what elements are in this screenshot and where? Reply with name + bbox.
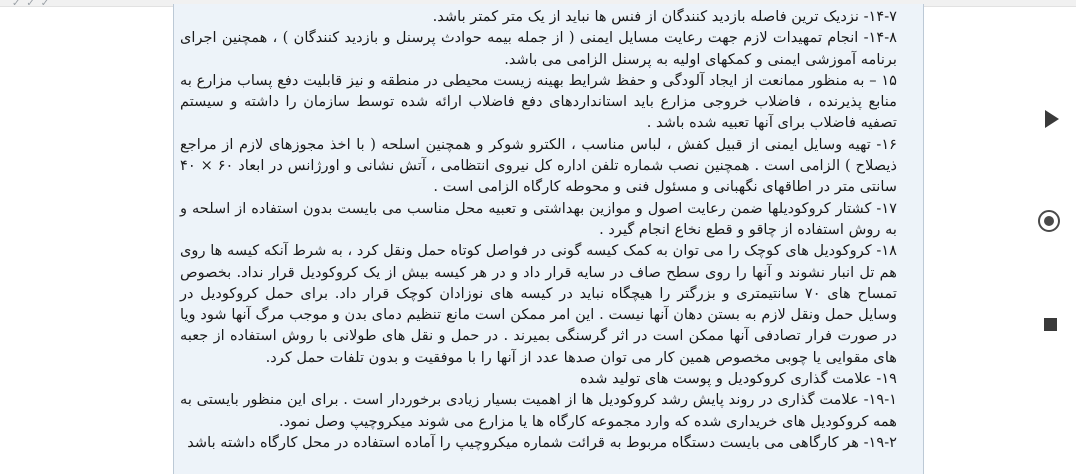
paragraph-14-8: ۱۴-۸- انجام تمهیدات لازم جهت رعایت مسایل ایمنی ( از جمله بیمه حوادث پرسنل و بازدید کنندگان ) ، همچنین اجرای برنامه آموزشی ایمنی و کمکهای اولیه به پرسنل الزامی می باشد. <box>180 29 897 68</box>
paragraph-16: ۱۶- تهیه وسایل ایمنی از قبیل کفش ، لباس مناسب ، الکترو شوکر و همچنین اسلحه ( با اخذ مجوزهای لازم از مراجع ذیصلاح ) الزامی است . همچنین نصب شماره تلفن اداره کل نیروی انتظامی ، آتش نشانی و اورژانس در ابعاد ۶۰ × ۴۰ سانتی متر در اطاقهای نگهبانی و مسئول فنی و محوطه کارگاه الزامی است . <box>180 135 897 196</box>
paragraph-19-1: ۱۹-۱- علامت گذاری در روند پایش رشد کروکودیل ها از اهمیت بسیار زیادی برخوردار است . برای این منظور بایستی به همه کروکودیل های خریداری شده که وارد مجموعه کارگاه ها یا مزارع می شوند میکروچیپ وصل نمود. <box>180 391 897 430</box>
stop-icon[interactable] <box>1044 318 1057 331</box>
play-icon[interactable] <box>1045 110 1059 128</box>
paragraph-14-7: ۱۴-۷- نزدیک ترین فاصله بازدید کنندگان از فنس ها نباید از یک متر کمتر باشد. <box>432 8 897 25</box>
media-controls <box>1038 0 1062 470</box>
document-page <box>173 4 924 474</box>
paragraph-19-2: ۱۹-۲- هر کارگاهی می بایست دستگاه مربوط به قرائت شماره میکروچیپ را آماده استفاده در محل کارگاه داشته باشد <box>187 433 897 451</box>
paragraph-19-heading: ۱۹- علامت گذاری کروکودیل و پوست های تولید شده <box>580 370 897 388</box>
paragraph-15: ۱۵ – به منظور ممانعت از ایجاد آلودگی و حفظ شرایط بهینه زیست محیطی در منطقه و نیز قابلیت دفع پساب مزارع به منابع پذیرنده ، فاضلاب خروجی مزارع باید استانداردهای دفع فاضلاب ارائه شده توسط سازمان را داشته و سیستم تصفیه فاضلاب برای آنها تعبیه شده باشد . <box>180 71 897 132</box>
toolbar-tick-icons: ✓✓✓ <box>12 0 56 9</box>
record-icon[interactable] <box>1038 210 1060 232</box>
paragraph-17: ۱۷- کشتار کروکودیلها ضمن رعایت اصول و موازین بهداشتی و تعبیه محل مناسب می بایست بدون استفاده از اسلحه و به روش استفاده از چاقو و قطع نخاع انجام گیرد . <box>180 199 897 238</box>
paragraph-18: ۱۸- کروکودیل های کوچک را می توان به کمک کیسه گونی در فواصل کوتاه حمل ونقل کرد ، به شرط آنکه کیسه ها روی هم تل انبار نشوند و آنها را روی سطح صاف در سایه قرار داد و در هر کیسه بیش از یک کروکودیل قرار نداد. بخصوص تمساح های ۷۰ سانتیمتری و بزرگتر را هیچگاه نباید در کیسه های نوزادان کوچک قرار داد. برای حمل کروکودیل در وسایل حمل ونقل لازم به بستن دهان آنها نیست . این امر ممکن است مانع تنظیم دمای بدن و موجب مرگ آنها شود ویا در صورت فرار تصادفی آنها ممکن است در اثر گرسنگی بمیرند . در حمل و نقل های طولانی با روش استفاده از جعبه های مقوایی یا چوبی مخصوص همین کار می توان صدها عدد از آنها را با موفقیت و بدون تلفات حمل کرد. <box>180 242 897 366</box>
